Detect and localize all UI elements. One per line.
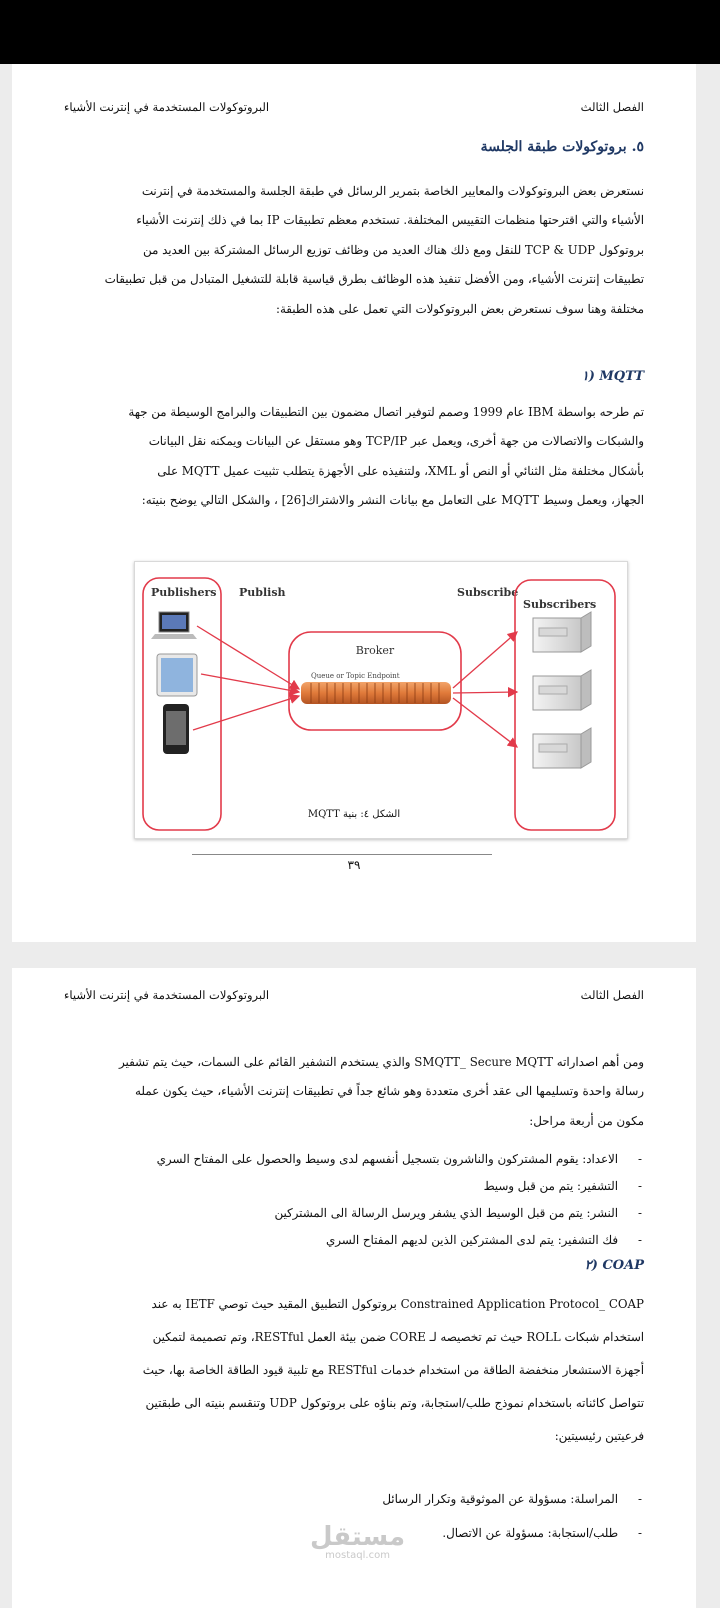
list-item: - طلب/استجابة: مسؤولة عن الاتصال.	[442, 1526, 642, 1540]
coap-heading: COAP (٢	[584, 1258, 644, 1273]
text-line: الأشياء والتي اقترحتها منظمات التقييس المختلفة. تستخدم معظم تطبيقات IP بما في ذلك إنترنت الأشياء	[136, 213, 644, 228]
text-line: استخدام شبكات ROLL حيث تم تخصيصه لـ CORE ضمن بيئة العمل RESTful، وتم تصميمة لتمكين	[152, 1330, 644, 1344]
text-line: تطبيقات إنترنت الأشياء، ومن الأفضل تنفيذ هذه الوظائف بطرق قياسية قابلة للتشغيل المتبادل من قبل تطبيقات	[104, 272, 644, 287]
text-line: بروتوكول TCP & UDP للنقل ومع ذلك هناك العديد من وظائف توزيع الرسائل المشتركة بين العديد من	[143, 242, 644, 257]
server-icon	[533, 612, 591, 652]
book-title: البروتوكولات المستخدمة في إنترنت الأشياء	[64, 988, 270, 1002]
mqtt-paragraph	[64, 398, 644, 516]
list-item: - التشفير: يتم من قبل وسيط	[483, 1179, 642, 1193]
server-icon	[533, 728, 591, 768]
stages-list	[64, 1146, 644, 1254]
text-line: رسالة واحدة وتسليمها الى عقد أخرى متعددة وهو شائع جداً في تطبيقات إنترنت الأشياء، حيث يكون عمله	[135, 1084, 644, 1099]
top-status-bar	[0, 0, 720, 64]
page-header	[64, 100, 644, 120]
list-item: - الاعداد: يقوم المشتركون والناشرون بتسجيل أنفسهم لدى وسيط والحصول على المفتاح السري	[156, 1152, 642, 1166]
mqtt-heading: MQTT (١	[581, 369, 644, 384]
text-line: نستعرض بعض البروتوكولات والمعايير الخاصة بتمرير الرسائل في طبقة الجلسة والمستخدمة في إنترنت	[141, 184, 644, 198]
text-line: Constrained Application Protocol_ COAP بروتوكول التطبيق المقيد حيث توصي IETF به عند	[151, 1297, 644, 1311]
mqtt-diagram	[135, 562, 627, 838]
chapter-title: الفصل الثالث	[580, 100, 644, 114]
page-header	[64, 988, 644, 1008]
text-line: بأشكال مختلفة مثل الثنائي أو النص أو XML، ولتنفيذه على الأجهزة يتطلب تثبيت عميل MQTT على	[157, 463, 644, 478]
document-page-1	[12, 64, 696, 942]
text-line: ومن أهم اصداراته SMQTT_ Secure MQTT والذي يستخدم التشفير القائم على السمات، حيث يتم تشفير	[119, 1055, 644, 1069]
text-line: الجهاز، ويعمل وسيط MQTT على التعامل مع بيانات النشر والاشتراك[26] ، والشكل التالي يوضح بنيته:	[141, 493, 644, 508]
subscribe-label: Subscribe	[457, 586, 519, 599]
figure-caption: الشكل ٤: بنية MQTT	[307, 809, 401, 820]
publish-label: Publish	[239, 586, 286, 599]
section-heading: ٥. بروتوكولات طبقة الجلسة	[480, 139, 644, 155]
mqtt-architecture-figure	[134, 561, 628, 839]
chapter-title: الفصل الثالث	[580, 988, 644, 1002]
book-title: البروتوكولات المستخدمة في إنترنت الأشياء	[64, 100, 270, 114]
phone-icon	[163, 704, 189, 754]
document-page-2	[12, 968, 696, 1608]
broker-label: Broker	[355, 644, 395, 657]
text-line: مكون من أربعة مراحل:	[529, 1113, 644, 1128]
list-item: - المراسلة: مسؤولة عن الموثوقية وتكرار الرسائل	[382, 1492, 642, 1506]
list-item: - فك التشفير: يتم لدى المشتركين الذين لديهم المفتاح السري	[326, 1233, 642, 1247]
footer-divider	[192, 854, 492, 855]
tablet-icon	[157, 654, 197, 696]
list-item: - النشر: يتم من قبل الوسيط الذي يشفر ويرسل الرسالة الى المشتركين	[274, 1206, 642, 1220]
subscribers-label: Subscribers	[523, 598, 597, 611]
smqtt-paragraph	[64, 1048, 644, 1136]
watermark-logo: مستقل mostaql.com	[310, 1522, 406, 1561]
text-line: أجهزة الاستشعار منخفضة الطاقة من استخدام خدمات RESTful مع تلبية قيود الطاقة الخاصة بها، حيث	[142, 1363, 644, 1377]
text-line: فرعيتين رئيسيتين:	[554, 1429, 644, 1443]
text-line: والشبكات والاتصالات من جهة أخرى، ويعمل عبر TCP/IP وهو مستقل عن البيانات ويمكنه نقل البيانات	[148, 434, 644, 449]
queue-endpoint	[301, 682, 451, 704]
text-line: تم طرحه بواسطة IBM عام 1999 وصمم لتوفير اتصال مضمون بين التطبيقات والبرامج الوسيطة من جهة	[128, 405, 644, 419]
text-line: تتواصل كائناته باستخدام نموذج طلب/استجابة، وتم بناؤه على بروتوكول UDP وتنقسم بنيته الى طبقتين	[145, 1396, 644, 1410]
publishers-label: Publishers	[151, 586, 217, 599]
subscribe-arrows	[453, 632, 517, 747]
server-icon	[533, 670, 591, 710]
page-number: ٣٩	[347, 858, 361, 872]
stages-list-container	[64, 1146, 644, 1254]
laptop-icon	[151, 612, 197, 639]
queue-label: Queue or Topic Endpoint	[311, 672, 400, 680]
coap-paragraph	[64, 1288, 644, 1453]
intro-paragraph	[64, 177, 644, 324]
publish-arrows	[193, 626, 299, 730]
text-line: مختلفة وهنا سوف نستعرض بعض البروتوكولات التي تعمل على هذه الطبقة:	[275, 301, 644, 316]
